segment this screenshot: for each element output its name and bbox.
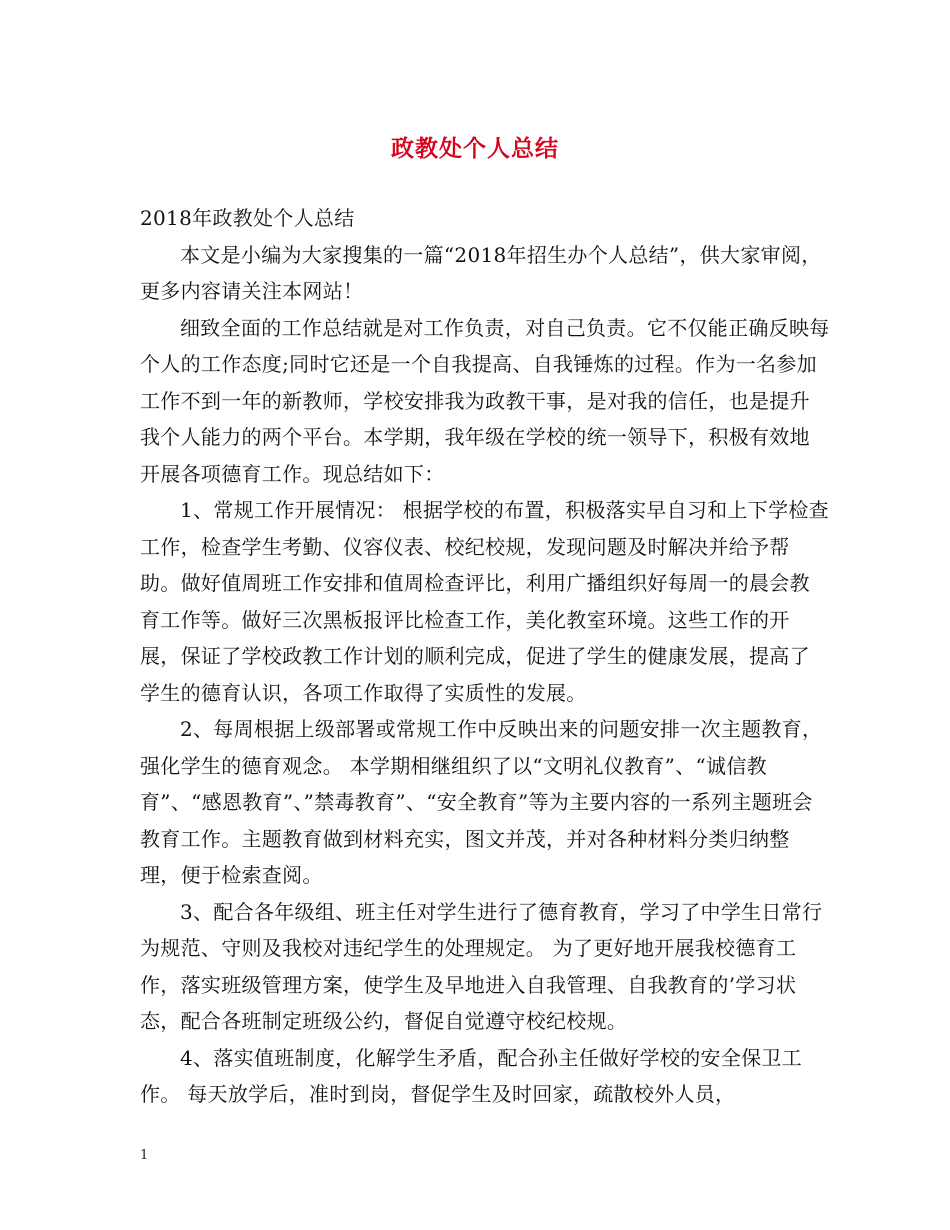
document-body (140, 200, 830, 1113)
paragraph-item-2: 2、每周根据上级部署或常规工作中反映出来的问题安排一次主题教育，强化学生的德育观念。 本学期相继组织了以“文明礼仪教育”、“诚信教育”、“感恩教育”、”禁毒教育”、“安全教育”等为主要内容的一系列主题班会教育工作。主题教育做到材料充实，图文并茂，并对各种材料分类归纳整理，便于检索查阅。 (140, 717, 823, 887)
document-title: 政教处个人总结 (391, 135, 559, 162)
paragraph-intro: 本文是小编为大家搜集的一篇“2018年招生办个人总结”，供大家审阅，更多内容请关注本网站！ (140, 242, 822, 303)
document-subtitle: 2018年政教处个人总结 (140, 206, 355, 230)
paragraph-overview: 细致全面的工作总结就是对工作负责，对自己负责。它不仅能正确反映每个人的工作态度;同时它还是一个自我提高、自我锤炼的过程。作为一名参加工作不到一年的新教师，学校安排我为政教干事，是对我的信任，也是提升我个人能力的两个平台。本学期，我年级在学校的统一领导下，积极有效地开展各项德育工作。现总结如下： (140, 315, 830, 486)
page-number: 1 (140, 1148, 149, 1163)
paragraph-item-4: 4、落实值班制度，化解学生矛盾，配合孙主任做好学校的安全保卫工作。 每天放学后，准时到岗，督促学生及时回家，疏散校外人员， (140, 1045, 803, 1106)
paragraph-item-3: 3、配合各年级组、班主任对学生进行了德育教育，学习了中学生日常行为规范、守则及我校对违纪学生的处理规定。 为了更好地开展我校德育工作，落实班级管理方案，使学生及早地进入自我管理、自我教育的’学习状态，配合各班制定班级公约，督促自觉遵守校纪校规。 (140, 899, 823, 1033)
paragraph-item-1: 1、常规工作开展情况： 根据学校的布置，积极落实早自习和上下学检查工作，检查学生考勤、仪容仪表、校纪校规，发现问题及时解决并给予帮助。做好值周班工作安排和值周检查评比，利用广播组织好每周一的晨会教育工作等。做好三次黑板报评比检查工作，美化教室环境。这些工作的开展，保证了学校政教工作计划的顺利完成，促进了学生的健康发展，提高了学生的德育认识，各项工作取得了实质性的发展。 (140, 498, 829, 705)
